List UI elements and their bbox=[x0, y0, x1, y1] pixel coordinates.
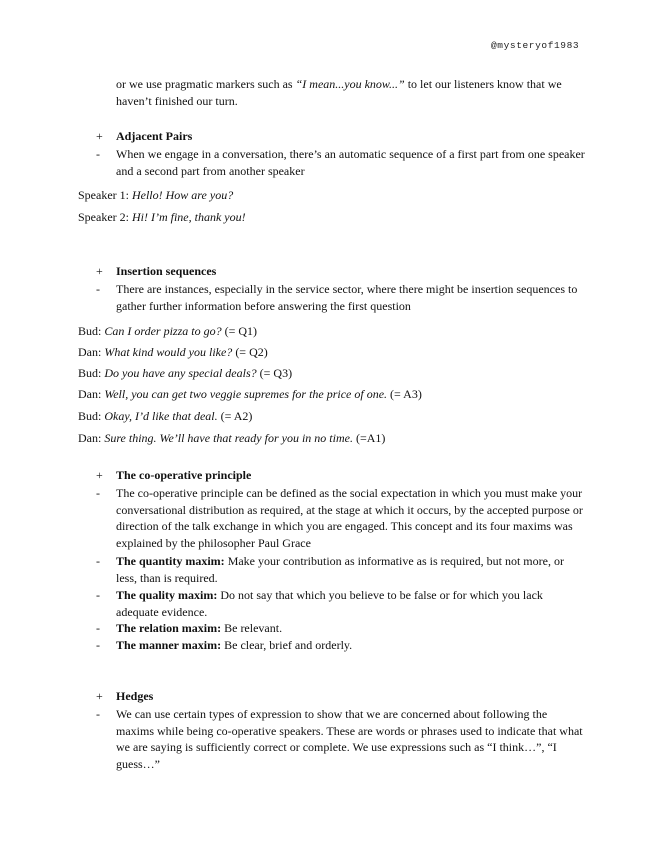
dialogue-line: Speaker 2: Hi! I’m fine, thank you! bbox=[78, 210, 246, 224]
dash-bullet: - bbox=[96, 486, 100, 500]
dialogue-line: Dan: Well, you can get two veggie supremes for the price of one. (= A3) bbox=[78, 387, 422, 401]
cooperative-heading: The co-operative principle bbox=[116, 468, 252, 482]
maxim-item: The relation maxim: Be relevant. bbox=[116, 621, 283, 635]
author-handle: @mysteryof1983 bbox=[491, 40, 580, 51]
plus-bullet: + bbox=[96, 689, 103, 703]
dialogue-line: Bud: Can I order pizza to go? (= Q1) bbox=[78, 324, 258, 338]
dash-bullet: - bbox=[96, 707, 100, 721]
dash-bullet: - bbox=[96, 588, 100, 602]
dash-bullet: - bbox=[96, 621, 100, 635]
maxim-item: The manner maxim: Be clear, brief and orderly. bbox=[116, 638, 353, 652]
hedges-heading: Hedges bbox=[116, 689, 154, 703]
dialogue-line: Dan: Sure thing. We’ll have that ready for you in no time. (=A1) bbox=[78, 431, 386, 445]
plus-bullet: + bbox=[96, 468, 103, 482]
insertion-text: There are instances, especially in the service sector, where there might be insertion sequences to gather further information before answering the first question bbox=[116, 282, 578, 313]
dash-bullet: - bbox=[96, 147, 100, 161]
dialogue-line: Dan: What kind would you like? (= Q2) bbox=[78, 345, 268, 359]
adjacent-pairs-text: When we engage in a conversation, there’s an automatic sequence of a first part from one speaker and a second part from another speaker bbox=[116, 147, 585, 178]
dash-bullet: - bbox=[96, 282, 100, 296]
dialogue-line: Bud: Do you have any special deals? (= Q3) bbox=[78, 366, 293, 380]
hedges-text: We can use certain types of expression to show that we are concerned about following the maxims while being co-operative speakers. These are words or phrases used to indicate that what we are saying is sufficiently correct or complete. We use expressions such as “I think…”, “I guess…” bbox=[116, 707, 583, 771]
cooperative-text: The co-operative principle can be defined as the social expectation in which you must make your conversational distribution as required, at the stage at which it occurs, by the accepted purpose or direction of the talk exchange in which you are engaged. This concept and its four maxims was explained by the philosopher Paul Grace bbox=[116, 486, 583, 550]
adjacent-pairs-heading: Adjacent Pairs bbox=[116, 129, 193, 143]
maxim-item: The quantity maxim: Make your contribution as informative as is required, but not more, or less, than is required. bbox=[116, 554, 564, 585]
dialogue-line: Bud: Okay, I’d like that deal. (= A2) bbox=[78, 409, 253, 423]
intro-paragraph: or we use pragmatic markers such as “I mean...you know...” to let our listeners know that we haven’t finished our turn. bbox=[116, 77, 562, 108]
dash-bullet: - bbox=[96, 638, 100, 652]
plus-bullet: + bbox=[96, 129, 103, 143]
dialogue-line: Speaker 1: Hello! How are you? bbox=[78, 188, 234, 202]
maxim-item: The quality maxim: Do not say that which you believe to be false or for which you lack adequate evidence. bbox=[116, 588, 543, 619]
insertion-heading: Insertion sequences bbox=[116, 264, 217, 278]
plus-bullet: + bbox=[96, 264, 103, 278]
dash-bullet: - bbox=[96, 554, 100, 568]
